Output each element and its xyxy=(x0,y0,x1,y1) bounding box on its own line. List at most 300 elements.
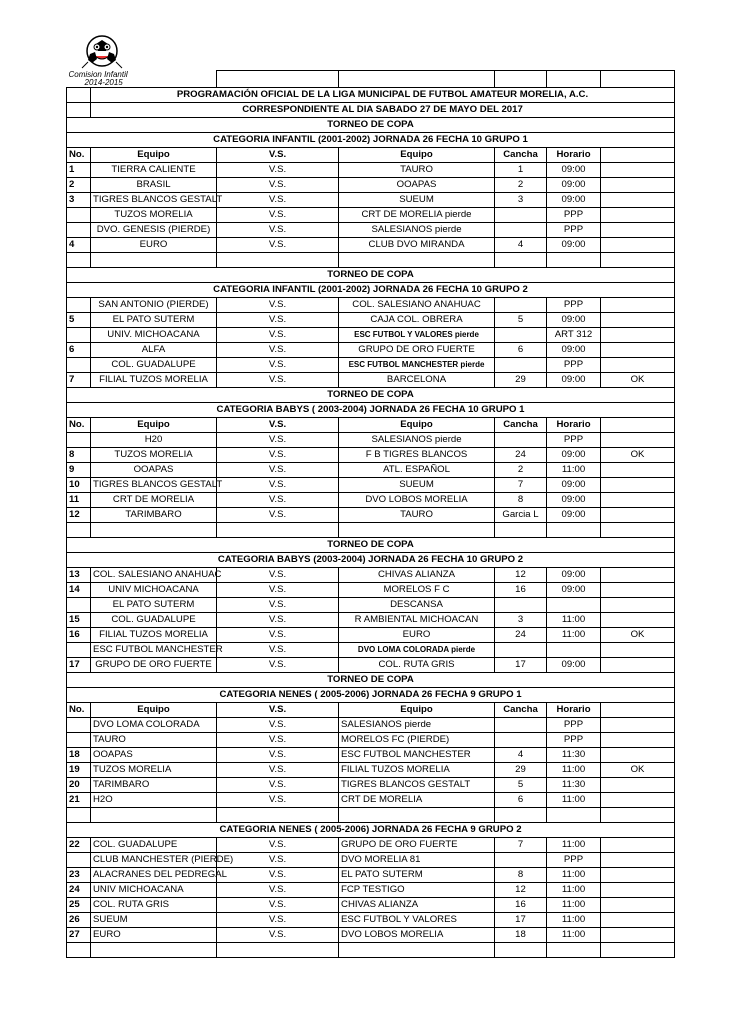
match-number: 23 xyxy=(67,867,91,882)
home-team: EL PATO SUTERM xyxy=(91,312,217,327)
home-team: TARIMBARO xyxy=(91,777,217,792)
horario-value: 11:00 xyxy=(547,837,601,852)
header-blank xyxy=(601,417,675,432)
horario-value xyxy=(547,597,601,612)
table-row xyxy=(67,357,675,372)
cancha-value: 2 xyxy=(495,177,547,192)
vs-label: V.S. xyxy=(217,192,339,207)
categoria-label: CATEGORIA NENES ( 2005-2006) JORNADA 26 FECHA 9 GRUPO 2 xyxy=(67,822,675,837)
horario-value: PPP xyxy=(547,432,601,447)
away-team: TAURO xyxy=(339,162,495,177)
cancha-value: 5 xyxy=(495,777,547,792)
cancha-value: 6 xyxy=(495,792,547,807)
horario-value: 11:00 xyxy=(547,462,601,477)
header-blank xyxy=(601,147,675,162)
match-number: 22 xyxy=(67,837,91,852)
match-number: 13 xyxy=(67,567,91,582)
vs-label: V.S. xyxy=(217,657,339,672)
categoria-label: CATEGORIA BABYS (2003-2004) JORNADA 26 FECHA 10 GRUPO 2 xyxy=(67,552,675,567)
match-number: 5 xyxy=(67,312,91,327)
home-team: EL PATO SUTERM xyxy=(91,597,217,612)
vs-label: V.S. xyxy=(217,852,339,867)
horario-value xyxy=(547,642,601,657)
header-row xyxy=(67,417,675,432)
match-number xyxy=(67,222,91,237)
status-ok xyxy=(601,927,675,942)
away-team: SALESIANOS pierde xyxy=(339,222,495,237)
cancha-value: 7 xyxy=(495,837,547,852)
table-row xyxy=(67,312,675,327)
status-ok: OK xyxy=(601,762,675,777)
vs-label: V.S. xyxy=(217,597,339,612)
home-team: H2O xyxy=(91,792,217,807)
horario-value: PPP xyxy=(547,732,601,747)
logo-caption-line1: Comision Infantil xyxy=(68,69,128,79)
table-row xyxy=(67,732,675,747)
vs-label: V.S. xyxy=(217,507,339,522)
table-row xyxy=(67,207,675,222)
torneo-label: TORNEO DE COPA xyxy=(67,672,675,687)
cancha-value: 17 xyxy=(495,912,547,927)
away-team: SALESIANOS pierde xyxy=(339,717,495,732)
status-ok: OK xyxy=(601,372,675,387)
status-ok xyxy=(601,327,675,342)
cancha-value: 4 xyxy=(495,237,547,252)
horario-value: 11:00 xyxy=(547,792,601,807)
away-team: GRUPO DE ORO FUERTE xyxy=(339,342,495,357)
match-number: 6 xyxy=(67,342,91,357)
home-team: CLUB MANCHESTER (PIERDE) xyxy=(91,852,217,867)
table-row xyxy=(67,192,675,207)
schedule-table xyxy=(66,70,675,958)
cancha-value: 1 xyxy=(495,162,547,177)
home-team: TIERRA CALIENTE xyxy=(91,162,217,177)
vs-label: V.S. xyxy=(217,567,339,582)
status-ok xyxy=(601,732,675,747)
horario-value: ART 312 xyxy=(547,327,601,342)
table-row xyxy=(67,342,675,357)
table-row xyxy=(67,447,675,462)
home-team: OOAPAS xyxy=(91,747,217,762)
header-vs: V.S. xyxy=(217,417,339,432)
home-team: TAURO xyxy=(91,732,217,747)
header-row xyxy=(67,147,675,162)
status-ok xyxy=(601,507,675,522)
cancha-value: 12 xyxy=(495,567,547,582)
cancha-value: 6 xyxy=(495,342,547,357)
away-team: ESC FUTBOL MANCHESTER pierde xyxy=(339,357,495,372)
match-number xyxy=(67,432,91,447)
away-team: FCP TESTIGO xyxy=(339,882,495,897)
away-team: R AMBIENTAL MICHOACAN xyxy=(339,612,495,627)
horario-value: 11:00 xyxy=(547,627,601,642)
away-team: OOAPAS xyxy=(339,177,495,192)
status-ok xyxy=(601,717,675,732)
match-number xyxy=(67,642,91,657)
header-horario: Horario xyxy=(547,702,601,717)
vs-label: V.S. xyxy=(217,357,339,372)
torneo-row xyxy=(67,537,675,552)
table-row xyxy=(67,612,675,627)
cancha-value: 18 xyxy=(495,927,547,942)
horario-value: 11:00 xyxy=(547,927,601,942)
away-team: COL. SALESIANO ANAHUAC xyxy=(339,297,495,312)
match-number xyxy=(67,717,91,732)
table-row xyxy=(67,567,675,582)
match-number: 18 xyxy=(67,747,91,762)
vs-label: V.S. xyxy=(217,327,339,342)
away-team: DVO MORELIA 81 xyxy=(339,852,495,867)
categoria-row xyxy=(67,402,675,417)
header-no: No. xyxy=(67,147,91,162)
table-row xyxy=(67,897,675,912)
horario-value: 11:00 xyxy=(547,912,601,927)
vs-label: V.S. xyxy=(217,927,339,942)
header-horario: Horario xyxy=(547,417,601,432)
away-team: ESC FUTBOL Y VALORES xyxy=(339,912,495,927)
horario-value: 11:30 xyxy=(547,777,601,792)
horario-value: 11:30 xyxy=(547,747,601,762)
home-team: OOAPAS xyxy=(91,462,217,477)
horario-value: 09:00 xyxy=(547,372,601,387)
away-team: MORELOS FC (PIERDE) xyxy=(339,732,495,747)
home-team: TUZOS MORELIA xyxy=(91,207,217,222)
vs-label: V.S. xyxy=(217,642,339,657)
match-number: 10 xyxy=(67,477,91,492)
header-cancha: Cancha xyxy=(495,702,547,717)
status-ok xyxy=(601,657,675,672)
home-team: CRT DE MORELIA xyxy=(91,492,217,507)
header-row xyxy=(67,702,675,717)
title-row xyxy=(67,87,675,102)
vs-label: V.S. xyxy=(217,762,339,777)
status-ok xyxy=(601,462,675,477)
table-row xyxy=(67,237,675,252)
cancha-value: 8 xyxy=(495,492,547,507)
horario-value: 09:00 xyxy=(547,507,601,522)
home-team: EURO xyxy=(91,927,217,942)
categoria-row xyxy=(67,282,675,297)
horario-value: 09:00 xyxy=(547,492,601,507)
away-team: SALESIANOS pierde xyxy=(339,432,495,447)
status-ok xyxy=(601,792,675,807)
away-team: SUEUM xyxy=(339,477,495,492)
match-number: 4 xyxy=(67,237,91,252)
home-team: TUZOS MORELIA xyxy=(91,447,217,462)
vs-label: V.S. xyxy=(217,312,339,327)
torneo-row xyxy=(67,117,675,132)
status-ok xyxy=(601,177,675,192)
table-row xyxy=(67,657,675,672)
away-team: COL. RUTA GRIS xyxy=(339,657,495,672)
away-team: SUEUM xyxy=(339,192,495,207)
away-team: DVO LOMA COLORADA pierde xyxy=(339,642,495,657)
horario-value: 11:00 xyxy=(547,882,601,897)
status-ok xyxy=(601,642,675,657)
match-number: 12 xyxy=(67,507,91,522)
status-ok xyxy=(601,882,675,897)
status-ok xyxy=(601,297,675,312)
vs-label: V.S. xyxy=(217,297,339,312)
status-ok xyxy=(601,567,675,582)
vs-label: V.S. xyxy=(217,867,339,882)
table-row xyxy=(67,717,675,732)
logo-caption-line2: 2014-2015 xyxy=(84,77,123,87)
home-team: DVO LOMA COLORADA xyxy=(91,717,217,732)
status-ok xyxy=(601,207,675,222)
categoria-label: CATEGORIA BABYS ( 2003-2004) JORNADA 26 FECHA 10 GRUPO 1 xyxy=(67,402,675,417)
home-team: TARIMBARO xyxy=(91,507,217,522)
away-team: F B TIGRES BLANCOS xyxy=(339,447,495,462)
cancha-value: 29 xyxy=(495,372,547,387)
vs-label: V.S. xyxy=(217,612,339,627)
header-cancha: Cancha xyxy=(495,417,547,432)
vs-label: V.S. xyxy=(217,582,339,597)
cancha-value: 7 xyxy=(495,477,547,492)
categoria-row xyxy=(67,552,675,567)
table-row xyxy=(67,222,675,237)
status-ok xyxy=(601,342,675,357)
cancha-value xyxy=(495,357,547,372)
home-team: FILIAL TUZOS MORELIA xyxy=(91,627,217,642)
horario-value: PPP xyxy=(547,357,601,372)
horario-value: 09:00 xyxy=(547,312,601,327)
torneo-row xyxy=(67,387,675,402)
home-team: H20 xyxy=(91,432,217,447)
horario-value: 09:00 xyxy=(547,342,601,357)
cancha-value: 3 xyxy=(495,612,547,627)
torneo-row xyxy=(67,267,675,282)
cancha-value xyxy=(495,432,547,447)
header-equipo: Equipo xyxy=(91,417,217,432)
match-number: 2 xyxy=(67,177,91,192)
match-number: 19 xyxy=(67,762,91,777)
table-row xyxy=(67,627,675,642)
vs-label: V.S. xyxy=(217,792,339,807)
status-ok: OK xyxy=(601,627,675,642)
blank-row xyxy=(67,522,675,537)
away-team: CLUB DVO MIRANDA xyxy=(339,237,495,252)
vs-label: V.S. xyxy=(217,627,339,642)
status-ok xyxy=(601,852,675,867)
horario-value: 11:00 xyxy=(547,867,601,882)
vs-label: V.S. xyxy=(217,777,339,792)
categoria-label: CATEGORIA NENES ( 2005-2006) JORNADA 26 FECHA 9 GRUPO 1 xyxy=(67,687,675,702)
match-number xyxy=(67,852,91,867)
header-horario: Horario xyxy=(547,147,601,162)
cancha-value: 16 xyxy=(495,582,547,597)
home-team: COL. GUADALUPE xyxy=(91,612,217,627)
vs-label: V.S. xyxy=(217,837,339,852)
status-ok xyxy=(601,747,675,762)
home-team: COL. GUADALUPE xyxy=(91,357,217,372)
status-ok xyxy=(601,357,675,372)
status-ok xyxy=(601,897,675,912)
cancha-value xyxy=(495,852,547,867)
vs-label: V.S. xyxy=(217,342,339,357)
away-team: CAJA COL. OBRERA xyxy=(339,312,495,327)
match-number: 3 xyxy=(67,192,91,207)
torneo-label: TORNEO DE COPA xyxy=(67,387,675,402)
table-row xyxy=(67,297,675,312)
cancha-value xyxy=(495,597,547,612)
home-team: ALFA xyxy=(91,342,217,357)
categoria-row xyxy=(67,822,675,837)
horario-value: PPP xyxy=(547,207,601,222)
match-number xyxy=(67,732,91,747)
horario-value: 09:00 xyxy=(547,477,601,492)
home-team: SUEUM xyxy=(91,912,217,927)
vs-label: V.S. xyxy=(217,222,339,237)
torneo-label: TORNEO DE COPA xyxy=(67,267,675,282)
away-team: EL PATO SUTERM xyxy=(339,867,495,882)
status-ok xyxy=(601,582,675,597)
horario-value: PPP xyxy=(547,222,601,237)
cancha-value: 5 xyxy=(495,312,547,327)
home-team: COL. GUADALUPE xyxy=(91,837,217,852)
header-blank xyxy=(601,702,675,717)
cancha-value: 16 xyxy=(495,897,547,912)
away-team: TAURO xyxy=(339,507,495,522)
home-team: COL. SALESIANO ANAHUAC xyxy=(91,567,217,582)
home-team: TIGRES BLANCOS GESTALT xyxy=(91,477,217,492)
home-team: TUZOS MORELIA xyxy=(91,762,217,777)
home-team: COL. RUTA GRIS xyxy=(91,897,217,912)
header-cancha: Cancha xyxy=(495,147,547,162)
match-number: 1 xyxy=(67,162,91,177)
header-equipo: Equipo xyxy=(91,702,217,717)
horario-value: PPP xyxy=(547,852,601,867)
header-no: No. xyxy=(67,702,91,717)
logo-caption xyxy=(67,71,217,88)
away-team: DVO LOBOS MORELIA xyxy=(339,927,495,942)
table-row xyxy=(67,762,675,777)
vs-label: V.S. xyxy=(217,912,339,927)
horario-value: 09:00 xyxy=(547,567,601,582)
torneo-row xyxy=(67,672,675,687)
table-row xyxy=(67,912,675,927)
horario-value: PPP xyxy=(547,297,601,312)
header-equipo2: Equipo xyxy=(339,702,495,717)
cancha-value: 4 xyxy=(495,747,547,762)
home-team: TIGRES BLANCOS GESTALT xyxy=(91,192,217,207)
away-team: MORELOS F C xyxy=(339,582,495,597)
table-row xyxy=(67,582,675,597)
status-ok xyxy=(601,777,675,792)
away-team: ATL. ESPAÑOL xyxy=(339,462,495,477)
status-ok xyxy=(601,477,675,492)
status-ok xyxy=(601,237,675,252)
horario-value: 09:00 xyxy=(547,192,601,207)
status-ok: OK xyxy=(601,447,675,462)
away-team: BARCELONA xyxy=(339,372,495,387)
header-vs: V.S. xyxy=(217,147,339,162)
horario-value: 09:00 xyxy=(547,237,601,252)
status-ok xyxy=(601,222,675,237)
horario-value: 09:00 xyxy=(547,162,601,177)
header-vs: V.S. xyxy=(217,702,339,717)
home-team: EURO xyxy=(91,237,217,252)
table-row xyxy=(67,792,675,807)
cancha-value: 24 xyxy=(495,627,547,642)
horario-value: 09:00 xyxy=(547,177,601,192)
match-number: 7 xyxy=(67,372,91,387)
home-team: GRUPO DE ORO FUERTE xyxy=(91,657,217,672)
home-team: ALACRANES DEL PEDREGAL xyxy=(91,867,217,882)
match-number: 26 xyxy=(67,912,91,927)
horario-value: 11:00 xyxy=(547,762,601,777)
horario-value: 11:00 xyxy=(547,897,601,912)
vs-label: V.S. xyxy=(217,432,339,447)
vs-label: V.S. xyxy=(217,717,339,732)
cancha-value: 29 xyxy=(495,762,547,777)
vs-label: V.S. xyxy=(217,207,339,222)
vs-label: V.S. xyxy=(217,237,339,252)
table-row xyxy=(67,162,675,177)
match-number: 11 xyxy=(67,492,91,507)
vs-label: V.S. xyxy=(217,447,339,462)
categoria-label: CATEGORIA INFANTIL (2001-2002) JORNADA 26 FECHA 10 GRUPO 1 xyxy=(67,132,675,147)
soccer-ball-mascot-icon xyxy=(66,32,156,72)
cancha-value xyxy=(495,732,547,747)
cancha-value xyxy=(495,642,547,657)
away-team: GRUPO DE ORO FUERTE xyxy=(339,837,495,852)
page-title: PROGRAMACIÓN OFICIAL DE LA LIGA MUNICIPAL DE FUTBOL AMATEUR MORELIA, A.C. xyxy=(91,87,675,102)
status-ok xyxy=(601,837,675,852)
away-team: ESC FUTBOL Y VALORES pierde xyxy=(339,327,495,342)
table-row xyxy=(67,432,675,447)
blank-row xyxy=(67,252,675,267)
home-team: SAN ANTONIO (PIERDE) xyxy=(91,297,217,312)
blank-row xyxy=(67,942,675,957)
home-team: ESC FUTBOL MANCHESTER xyxy=(91,642,217,657)
cancha-value: 24 xyxy=(495,447,547,462)
cancha-value xyxy=(495,717,547,732)
cancha-value: 3 xyxy=(495,192,547,207)
home-team: UNIV. MICHOACANA xyxy=(91,327,217,342)
categoria-label: CATEGORIA INFANTIL (2001-2002) JORNADA 26 FECHA 10 GRUPO 2 xyxy=(67,282,675,297)
vs-label: V.S. xyxy=(217,492,339,507)
away-team: CHIVAS ALIANZA xyxy=(339,897,495,912)
table-row xyxy=(67,507,675,522)
status-ok xyxy=(601,612,675,627)
away-team: CRT DE MORELIA xyxy=(339,792,495,807)
table-row xyxy=(67,777,675,792)
status-ok xyxy=(601,192,675,207)
vs-label: V.S. xyxy=(217,732,339,747)
status-ok xyxy=(601,912,675,927)
table-row xyxy=(67,852,675,867)
horario-value: 09:00 xyxy=(547,582,601,597)
horario-value: PPP xyxy=(547,717,601,732)
table-row xyxy=(67,597,675,612)
cancha-value xyxy=(495,327,547,342)
table-row xyxy=(67,882,675,897)
table-row xyxy=(67,372,675,387)
table-row xyxy=(67,747,675,762)
home-team: DVO. GENESIS (PIERDE) xyxy=(91,222,217,237)
away-team: DESCANSA xyxy=(339,597,495,612)
vs-label: V.S. xyxy=(217,462,339,477)
page-subtitle: CORRESPONDIENTE AL DIA SABADO 27 DE MAYO DEL 2017 xyxy=(91,102,675,117)
cancha-value: 17 xyxy=(495,657,547,672)
match-number: 25 xyxy=(67,897,91,912)
match-number: 20 xyxy=(67,777,91,792)
header-no: No. xyxy=(67,417,91,432)
table-row xyxy=(67,462,675,477)
table-row xyxy=(67,927,675,942)
vs-label: V.S. xyxy=(217,162,339,177)
